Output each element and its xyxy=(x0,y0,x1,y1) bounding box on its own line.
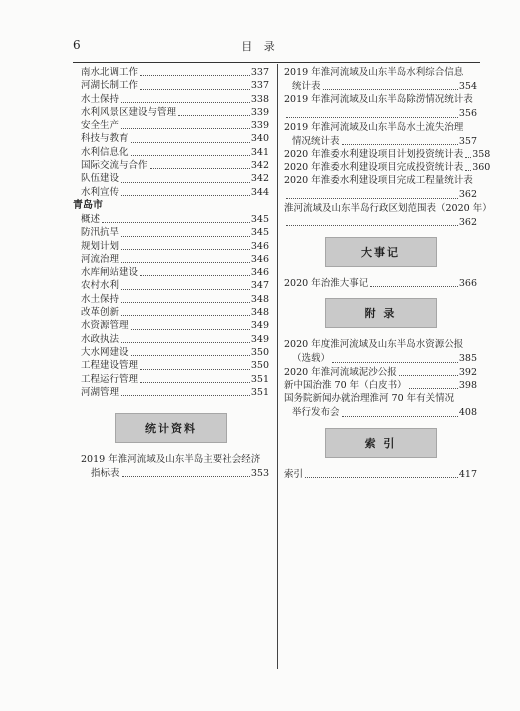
city-entries xyxy=(73,213,269,399)
leader-dots xyxy=(121,302,250,303)
toc-entry[interactable]: 防汛抗旱 345 xyxy=(81,227,269,239)
toc-entry[interactable]: 工程运行管理 351 xyxy=(81,373,269,385)
leader-dots xyxy=(131,329,250,330)
page-title: 目 录 xyxy=(241,40,279,53)
toc-entry-water-bulletin[interactable]: 2020 年度淮河流域及山东半岛水资源公报 （选载） 385 xyxy=(284,339,477,365)
toc-entry[interactable]: 水库闸站建设 346 xyxy=(81,267,269,279)
toc-entry-soil-erosion[interactable]: 2019 年淮河流域及山东半岛水土流失治理 情况统计表 357 xyxy=(284,121,477,147)
stats-section-banner: 统计资料 xyxy=(115,413,227,443)
toc-entry[interactable]: 水政执法 349 xyxy=(81,333,269,345)
leader-dots xyxy=(121,102,250,103)
toc-entry[interactable]: 水土保持 348 xyxy=(81,293,269,305)
toc-entry[interactable]: 水土保持 338 xyxy=(81,93,269,105)
leader-dots xyxy=(121,195,250,196)
leader-dots xyxy=(140,75,250,76)
leader-dots xyxy=(122,476,250,477)
leader-dots xyxy=(121,236,250,237)
left-top-entries xyxy=(73,66,269,199)
toc-entry-sediment-bulletin[interactable]: 2020 年淮河流域泥沙公报 392 xyxy=(284,366,477,378)
toc-entry-index[interactable]: 索引 417 xyxy=(284,468,477,480)
leader-dots xyxy=(140,382,250,383)
toc-entry-drainage[interactable]: 2019 年淮河流域及山东半岛除涝情况统计表 356 xyxy=(284,94,477,120)
header-rule xyxy=(73,62,480,63)
leader-dots xyxy=(102,222,250,223)
toc-entry[interactable]: 概述 345 xyxy=(81,213,269,225)
leader-dots xyxy=(121,395,250,396)
leader-dots xyxy=(140,89,250,90)
left-column xyxy=(73,66,269,480)
right-column xyxy=(284,66,492,481)
leader-dots xyxy=(178,115,250,116)
toc-entry-completed-investment[interactable]: 2020 年淮委水利建设项目完成投资统计表 360 xyxy=(284,162,491,174)
toc-entry[interactable]: 南水北调工作 337 xyxy=(81,67,269,78)
toc-entry-press-conference[interactable]: 国务院新闻办就治理淮河 70 年有关情况 举行发布会 408 xyxy=(284,393,477,419)
toc-entry-events[interactable]: 2020 年治淮大事记 366 xyxy=(284,278,477,290)
toc-entry[interactable]: 水利风景区建设与管理 339 xyxy=(81,106,269,118)
toc-entry[interactable]: 河湖长制工作 337 xyxy=(81,80,269,92)
toc-entry[interactable]: 规划计划 346 xyxy=(81,240,269,252)
toc-entry[interactable]: 改革创新 348 xyxy=(81,307,269,319)
toc-entry[interactable]: 水资源管理 349 xyxy=(81,320,269,332)
leader-dots xyxy=(140,369,250,370)
leader-dots xyxy=(131,155,250,156)
leader-dots xyxy=(150,168,250,169)
leader-dots xyxy=(140,275,250,276)
toc-entry[interactable]: 工程建设管理 350 xyxy=(81,360,269,372)
toc-entry[interactable]: 科技与教育 340 xyxy=(81,133,269,145)
leader-dots xyxy=(121,249,250,250)
toc-entry-stats[interactable]: 2019 年淮河流域及山东半岛主要社会经济 指标表 353 xyxy=(81,454,269,480)
index-section-banner: 索 引 xyxy=(325,428,437,458)
toc-entry[interactable]: 水利信息化 341 xyxy=(81,146,269,158)
toc-entry[interactable]: 国际交流与合作 342 xyxy=(81,160,269,172)
toc-entry[interactable]: 河湖管理 351 xyxy=(81,386,269,398)
toc-entry[interactable]: 农村水利 347 xyxy=(81,280,269,292)
column-divider xyxy=(277,64,278,669)
toc-entry[interactable]: 队伍建设 342 xyxy=(81,173,269,185)
toc-entry[interactable]: 河流治理 346 xyxy=(81,253,269,265)
leader-dots xyxy=(131,355,250,356)
toc-entry-water-info[interactable]: 2019 年淮河流域及山东半岛水利综合信息 统计表 354 xyxy=(284,67,477,92)
leader-dots xyxy=(121,342,250,343)
toc-entry-admin-regions[interactable]: 淮河流域及山东半岛行政区划范围表（2020 年） 362 xyxy=(284,202,492,228)
page-number: 6 xyxy=(73,38,81,52)
toc-entry[interactable]: 大水网建设 350 xyxy=(81,346,269,358)
city-heading: 青岛市 xyxy=(73,199,103,211)
leader-dots xyxy=(121,315,250,316)
leader-dots xyxy=(121,289,250,290)
events-section-banner: 大事记 xyxy=(325,237,437,267)
toc-entry[interactable]: 水利宣传 344 xyxy=(81,186,269,198)
leader-dots xyxy=(121,128,250,129)
leader-dots xyxy=(121,262,250,263)
appendix-section-banner: 附 录 xyxy=(325,298,437,328)
toc-entry-white-paper[interactable]: 新中国治淮 70 年（白皮书） 398 xyxy=(284,379,477,391)
toc-entry-plan-investment[interactable]: 2020 年淮委水利建设项目计划投资统计表 358 xyxy=(284,148,491,160)
toc-entry-completed-quantity[interactable]: 2020 年淮委水利建设项目完成工程量统计表 362 xyxy=(284,175,477,201)
toc-entry[interactable]: 安全生产 339 xyxy=(81,120,269,132)
leader-dots xyxy=(131,142,250,143)
leader-dots xyxy=(121,182,250,183)
